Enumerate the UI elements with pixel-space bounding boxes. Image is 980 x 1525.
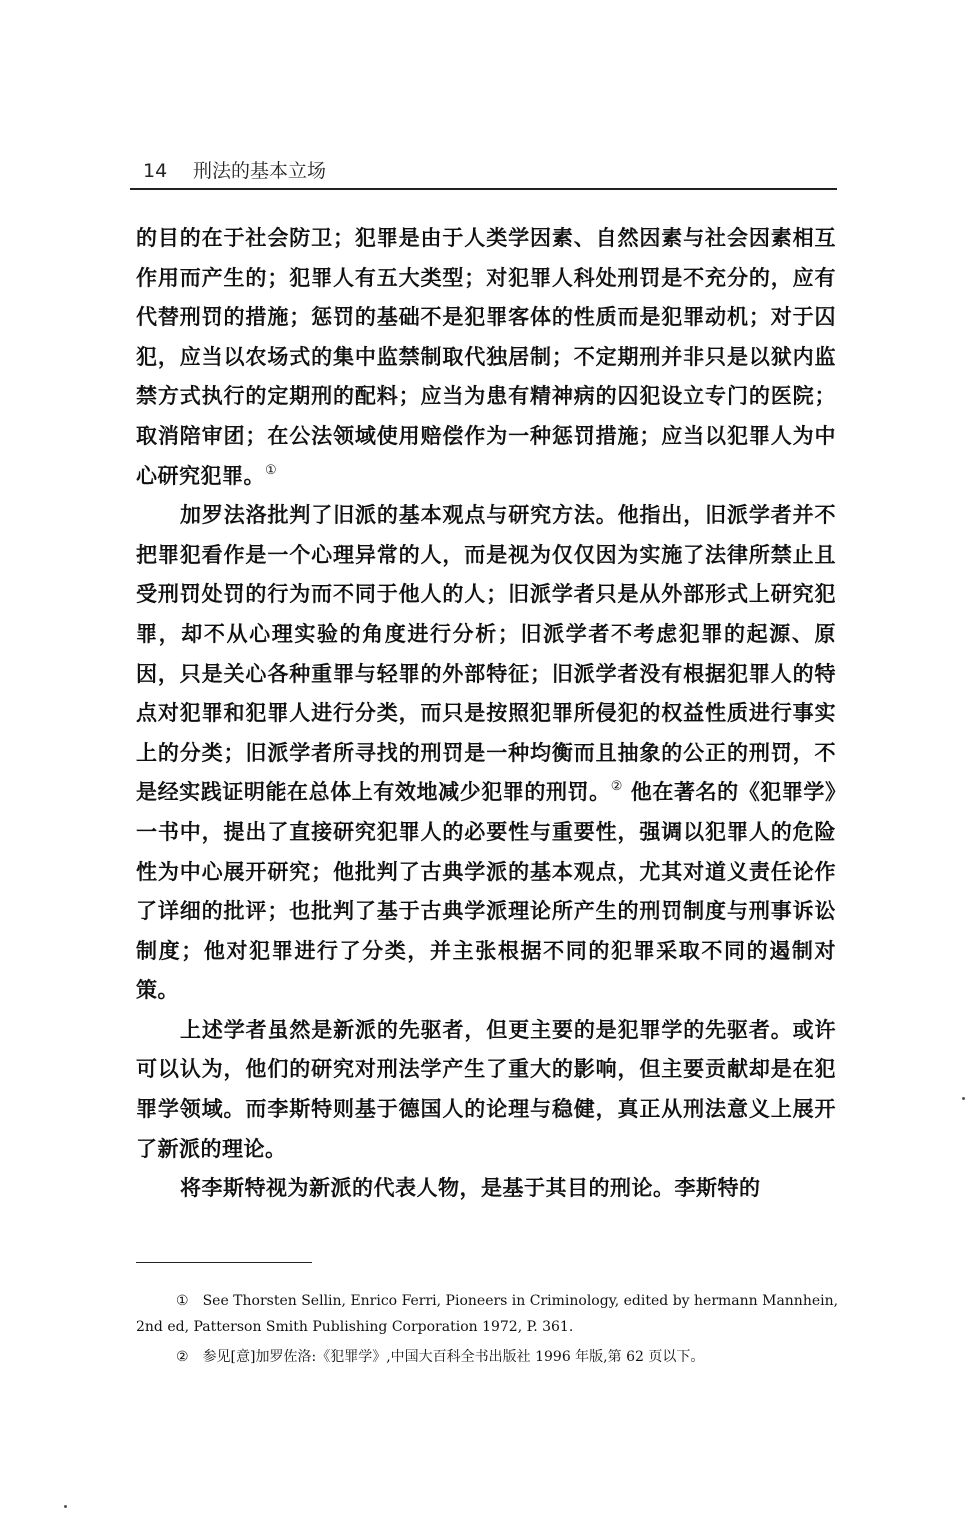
footnote-1-mark: ① [176, 1293, 189, 1309]
footnotes [136, 1288, 842, 1374]
footnote-rule [136, 1262, 312, 1263]
paragraph-2-text-b: 他在著名的《犯罪学》一书中，提出了直接研究犯罪人的必要性与重要性，强调以犯罪人的危险性为中心展开研究；他批判了古典学派的基本观点，尤其对道义责任论作了详细的批评；也批判了基于古典学派理论所产生的刑罚制度与刑事诉讼制度；他对犯罪进行了分类，并主张根据不同的犯罪采取不同的遏制对策。 [136, 779, 836, 1003]
paragraph-2 [136, 495, 836, 1010]
paragraph-2-text-a: 加罗法洛批判了旧派的基本观点与研究方法。他指出，旧派学者并不把罪犯看作是一个心理异常的人，而是视为仅仅因为实施了法律所禁止且受刑罚处罚的行为而不同于他人的人；旧派学者只是从外部形式上研究犯罪，却不从心理实验的角度进行分析；旧派学者不考虑犯罪的起源、原因，只是关心各种重罪与轻罪的外部特征；旧派学者没有根据犯罪人的特点对犯罪和犯罪人进行分类，而只是按照犯罪所侵犯的权益性质进行事实上的分类；旧派学者所寻找的刑罚是一种均衡而且抽象的公正的刑罚，不是经实践证明能在总体上有效地减少犯罪的刑罚。 [136, 502, 836, 805]
footnote-1 [136, 1288, 842, 1340]
scan-speck [962, 1097, 965, 1100]
body-text [136, 218, 836, 1208]
paragraph-1 [136, 218, 836, 495]
paragraph-1-text: 的目的在于社会防卫；犯罪是由于人类学因素、自然因素与社会因素相互作用而产生的；犯罪人有五大类型；对犯罪人科处刑罚是不充分的，应有代替刑罚的措施；惩罚的基础不是犯罪客体的性质而是犯罪动机；对于囚犯，应当以农场式的集中监禁制取代独居制；不定期刑并非只是以狱内监禁方式执行的定期刑的配料；应当为患有精神病的囚犯设立专门的医院；取消陪审团；在公法领域使用赔偿作为一种惩罚措施；应当以犯罪人为中心研究犯罪。 [136, 225, 836, 488]
page-number: 14 [143, 160, 168, 182]
footnote-2 [136, 1344, 842, 1370]
header-rule [130, 188, 837, 190]
page-header [133, 156, 833, 186]
running-title: 刑法的基本立场 [193, 160, 327, 182]
footnote-1-text: See Thorsten Sellin, Enrico Ferri, Pioneers in Criminology, edited by hermann Mannhein, 2nd ed, Patterson Smith Publishing Corporation 1972, P. 361. [136, 1293, 839, 1335]
footnote-ref-2[interactable]: ② [610, 779, 623, 795]
paragraph-3: 上述学者虽然是新派的先驱者，但更主要的是犯罪学的先驱者。或许可以认为，他们的研究对刑法学产生了重大的影响，但主要贡献却是在犯罪学领域。而李斯特则基于德国人的论理与稳健，真正从刑法意义上展开了新派的理论。 [136, 1016, 836, 1161]
footnote-2-mark: ② [176, 1349, 189, 1365]
footnote-2-text: 参见[意]加罗佐洛:《犯罪学》,中国大百科全书出版社 1996 年版,第 62 页以下。 [202, 1349, 705, 1365]
scan-speck [64, 1505, 67, 1508]
footnote-ref-1[interactable]: ① [265, 462, 278, 478]
paragraph-4: 将李斯特视为新派的代表人物，是基于其目的刑论。李斯特的 [180, 1175, 761, 1201]
